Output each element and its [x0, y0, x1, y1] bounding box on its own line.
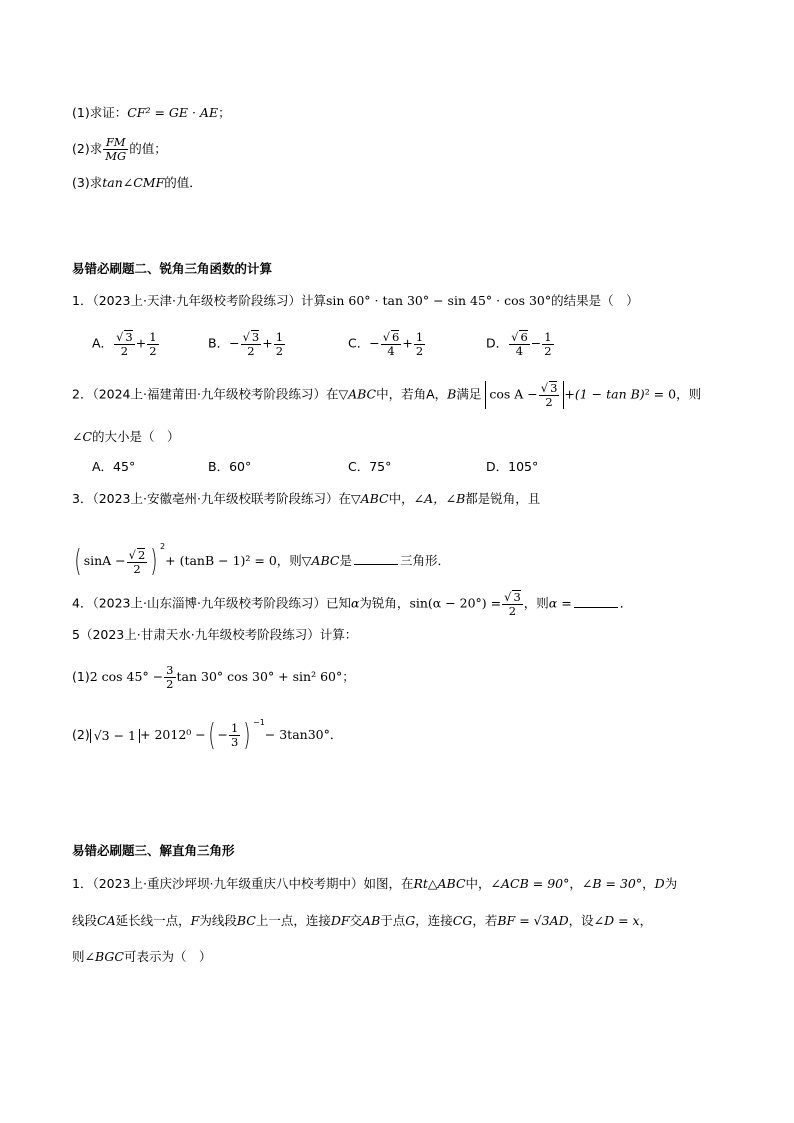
s3-l2-f-text: 于点 [380, 913, 406, 928]
p3-is: 是 [339, 553, 352, 568]
option-fraction-2 [414, 331, 425, 358]
p3-prefix: 3．（2023上·安徽亳州·九年级校联考阶段练习）在 [72, 491, 351, 506]
p5-s2-a: + 2012⁰ − [140, 727, 206, 742]
s3-l2-ca: CA [97, 913, 116, 928]
p5-s2-label: (2) [72, 727, 90, 742]
q3-label: (3)求 [72, 175, 103, 190]
p2-plus: + [564, 386, 575, 402]
p4-mid: 为锐角， [359, 595, 410, 611]
s3-l2-f: F [190, 913, 200, 928]
problem-2-5-sub2: (2) √3 − 1 + 2012⁰ −( − $\frac{1}{3}$ ) $^{-1}$− 3tan30°． [72, 717, 343, 753]
p2-fraction: $\frac{√ 3}{2}$ [540, 381, 558, 409]
option-fraction-1: $\frac{√ 3}{2}$ [242, 330, 260, 358]
p3-end: 三角形． [399, 553, 450, 568]
p4-alpha-eq: α = [548, 595, 572, 611]
option-fraction-2 [274, 331, 285, 358]
option-fraction-1: $\frac{√ 6}{4}$ [511, 330, 528, 358]
option-den: 2 [247, 344, 255, 358]
q1-end: ； [218, 105, 231, 120]
option-den2: 2 [275, 343, 284, 358]
p2-abs-left: cos A − [489, 386, 538, 402]
p3-mid: 中， [388, 491, 414, 506]
section-2-title: 易错必刷题二、锐角三角函数的计算 [72, 261, 273, 276]
p3-right-paren: ) [150, 543, 158, 579]
s3-l2-j: ， [639, 913, 653, 928]
s3-l1-c: ， [569, 876, 582, 891]
p2-paren: (1 − tan B) [574, 386, 645, 402]
problem-2-3 [72, 490, 540, 508]
p2-option-c[interactable]: C．75° [348, 459, 392, 474]
p4-answer-blank[interactable] [574, 595, 618, 608]
p5-s1-b: tan 30° cos 30° + sin² 60° [176, 669, 343, 684]
option-root: 3 [125, 330, 133, 344]
p4-suffix: ，则 [523, 595, 549, 611]
s3-l1-e: 为 [664, 876, 678, 891]
p4-end: ． [619, 595, 633, 611]
p4-alpha: α [350, 595, 360, 611]
p2-option-d[interactable]: D．105° [486, 459, 539, 474]
p5-s1-den: 2 [166, 677, 174, 691]
q3-end: 的值． [164, 175, 202, 190]
option-den: 2 [120, 344, 129, 358]
p2-line2-text: 的大小是（ ） [92, 429, 180, 444]
option-num2: 1 [415, 329, 424, 344]
option-op: + [262, 335, 273, 351]
option-den2: 2 [415, 343, 424, 358]
option-num2: 1 [149, 329, 157, 344]
option-fraction-2 [542, 331, 553, 358]
option-den: 4 [387, 344, 395, 358]
p1-option-a[interactable] [92, 330, 160, 358]
s3-l2-g: G [405, 913, 416, 928]
option-num2: 1 [275, 329, 284, 344]
option-fraction-1: $\frac{√ 6}{4}$ [382, 330, 400, 358]
s3-l2-i: ，设 [568, 913, 594, 928]
p3-then: ，则 [276, 553, 302, 568]
p5-s1-num: 3 [166, 663, 174, 677]
s3-l1-m2: ∠B = 30° [581, 876, 643, 891]
s3-l2-e: 交 [349, 913, 363, 928]
s3-l2-g-text: ，连接 [415, 913, 453, 928]
option-label: B． [208, 335, 230, 351]
p5-s2-num: 1 [230, 721, 239, 735]
p4-root: 3 [513, 590, 521, 604]
s3-l2-h: ，若 [472, 913, 498, 928]
p2-root: 3 [550, 381, 558, 395]
p2-den: 2 [545, 395, 553, 409]
section-3-title: 易错必刷题三、解直角三角形 [72, 843, 235, 858]
p2-option-a[interactable]: A．45° [92, 459, 136, 474]
option-sign: − [229, 335, 240, 351]
p4-fraction: $\frac{√ 3}{2}$ [504, 590, 521, 618]
p3-fraction: $\frac{√ 2}{2}$ [128, 547, 146, 576]
s3-l3-m: ∠BGC [84, 949, 124, 964]
option-fraction-1: $\frac{√ 3}{2}$ [116, 330, 133, 358]
p3-answer-blank[interactable] [354, 552, 398, 565]
s3-l2-m2: ∠D = x [593, 913, 640, 928]
s3-l1-rt: Rt△ABC [413, 876, 466, 891]
problem-2-3-line2: ( sinA − $\frac{√ 2}{2}$ ) $^2$+ (tanB − 1)² = 0，则▽ABC是 三角形． [74, 542, 450, 579]
option-label: D． [486, 335, 509, 351]
p1-math: sin 60° · tan 30° − sin 45° · cos 30° [325, 293, 552, 308]
s3-l2-a: 线段 [72, 913, 98, 928]
p3-angles: ∠A，∠B [413, 491, 466, 506]
p2-prefix: 2．（2024上·福建莆田·九年级校考阶段练习）在 [72, 386, 339, 402]
problem-2-2 [72, 381, 701, 409]
q1-label: (1)求证： [72, 105, 128, 120]
option-den2: 2 [544, 343, 552, 358]
s3-l1-D: D [654, 876, 665, 891]
option-label: A． [92, 335, 114, 351]
p2-suffix: ，则 [676, 386, 702, 402]
option-op: − [530, 335, 542, 351]
p5-s2-den: 3 [230, 735, 239, 749]
q1-math: CF² = GE · AE [127, 105, 219, 120]
option-sign: − [369, 335, 380, 351]
p1-option-b[interactable] [208, 330, 286, 358]
p5-s2-fraction [229, 722, 240, 749]
p5-right-paren: ) [243, 717, 251, 753]
p2-eq: ² = 0 [644, 386, 677, 402]
problem-2-5-sub1 [72, 664, 355, 691]
problem-3-1-line1 [72, 875, 677, 893]
s3-l1-m1: ∠ACB = 90° [490, 876, 570, 891]
q2-end: 的值； [129, 141, 167, 156]
s3-l3-a: 则 [72, 949, 85, 964]
p3-triangle: ▽ABC [350, 491, 389, 506]
problem-3-1-line2 [72, 912, 652, 930]
s3-l2-bc: BC [236, 913, 256, 928]
p5-s1-a: 2 cos 45° − [89, 669, 164, 684]
q3-math: tan∠CMF [102, 175, 165, 190]
p2-option-b[interactable]: B．60° [208, 459, 252, 474]
p3-den: 2 [133, 561, 141, 576]
p1-prefix: 1．（2023上·天津·九年级校考阶段练习）计算 [72, 293, 326, 308]
p5-s2-b: − 3tan30° [264, 727, 330, 742]
p3-root: 2 [137, 547, 146, 562]
option-root: 6 [520, 330, 528, 344]
problem-2-2-line2 [72, 428, 180, 446]
p3-suffix: 都是锐角，且 [465, 491, 541, 506]
s3-l1-b: 中， [465, 876, 491, 891]
p1-option-c[interactable] [348, 330, 426, 358]
option-op: + [135, 335, 147, 351]
s3-l2-b: 延长线一点， [115, 913, 191, 928]
option-num2: 1 [544, 329, 552, 344]
p3-left-paren: ( [74, 543, 82, 579]
option-den: 4 [515, 344, 524, 358]
q2-label: (2)求 [72, 141, 103, 156]
option-root: 6 [392, 330, 400, 344]
p5-s1-fraction [164, 664, 175, 691]
p5-s2-end: ． [329, 727, 343, 742]
question-part-1 [72, 104, 231, 122]
p5-s1-end: ； [342, 669, 355, 684]
p5-left-paren: ( [208, 717, 216, 753]
problem-2-4 [72, 590, 632, 618]
option-label: C． [348, 335, 370, 351]
p2-mid: 中，若角A， [376, 386, 448, 402]
p2-b: B [447, 386, 457, 402]
question-part-2 [72, 136, 167, 163]
s3-l1-d: ， [642, 876, 655, 891]
q2-fraction [103, 136, 128, 163]
problem-2-1 [72, 292, 639, 310]
option-op: + [402, 335, 413, 351]
s3-l3-b: 可表示为（ ） [123, 949, 212, 964]
p1-suffix: 的结果是（ ） [551, 293, 639, 308]
option-den2: 2 [149, 343, 157, 358]
s3-l2-cg: CG [452, 913, 473, 928]
p2-mid2: 满足 [456, 386, 482, 402]
option-root: 3 [251, 330, 260, 344]
p5-s1-label: (1) [72, 669, 90, 684]
problem-3-1-line3 [72, 948, 211, 966]
s3-l2-c: 为线段 [199, 913, 237, 928]
s3-l2-d: 上一点，连接 [255, 913, 331, 928]
p3-triangle-2: ▽ABC [301, 553, 340, 568]
s3-l2-m: BF = √3AD [497, 913, 569, 928]
s3-l2-ab: AB [362, 913, 381, 928]
q2-numerator: FM [103, 136, 128, 150]
option-fraction-2 [147, 331, 158, 358]
p4-math: sin(α − 20°) = [409, 595, 502, 611]
q2-denominator: MG [105, 149, 127, 163]
p5-s2-exp: −1 [252, 718, 265, 727]
p1-option-d[interactable] [486, 330, 555, 358]
p4-den: 2 [508, 604, 517, 618]
p2-triangle: ▽ABC [338, 386, 377, 402]
p3-equation: + (tanB − 1)² = 0 [165, 553, 277, 568]
problem-2-5: 5（2023上·甘肃天水·九年级校考阶段练习）计算： [72, 627, 358, 642]
p2-abs-value [485, 381, 564, 409]
question-part-3 [72, 174, 202, 192]
s3-l2-df: DF [330, 913, 350, 928]
p2-angle-c: ∠C [72, 429, 93, 444]
p4-prefix: 4．（2023上·山东淄博·九年级校考阶段练习）已知 [72, 595, 351, 611]
s3-l1-a: 1．（2023上·重庆沙坪坝·九年级重庆八中校考期中）如图，在 [72, 876, 414, 891]
p3-sin-a: sinA − [83, 553, 126, 568]
p5-s2-abs: √3 − 1 [90, 729, 140, 743]
